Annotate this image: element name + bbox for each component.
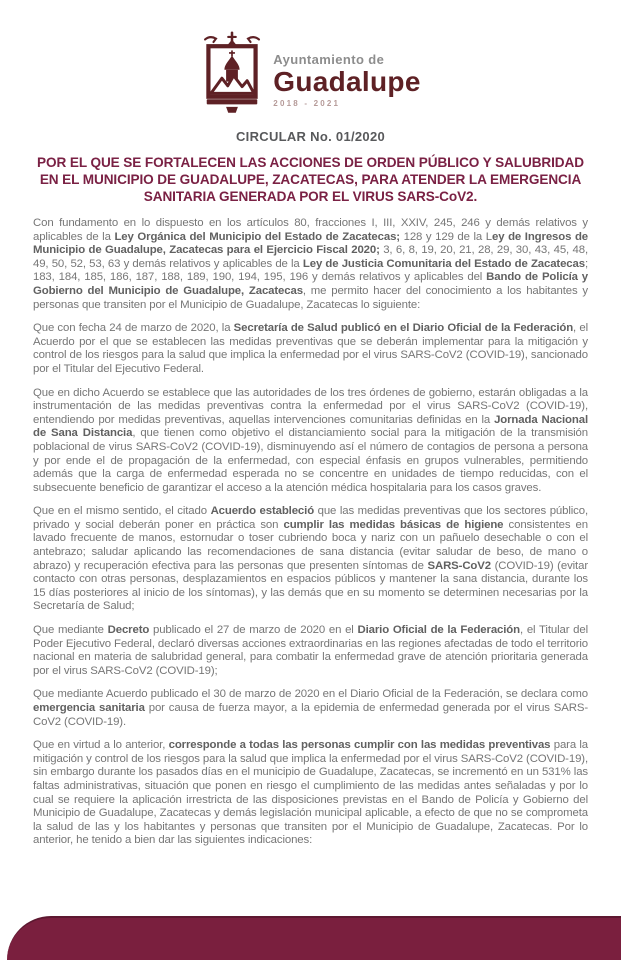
document-title: POR EL QUE SE FORTALECEN LAS ACCIONES DE ORDEN PÚBLICO Y SALUBRIDAD EN EL MUNICIPIO DE GUADALUPE, ZACATECAS, PARA ATENDER LA EMERGENCIA SANITARIA GENERADA POR EL VIRUS SARS-CoV2. — [37, 155, 584, 204]
logo-text — [273, 31, 420, 108]
logo-block — [0, 0, 621, 117]
org-subtitle: Ayuntamiento de — [273, 52, 385, 67]
document-body — [33, 217, 588, 848]
document-header — [0, 0, 621, 205]
paragraph: Que mediante Acuerdo publicado el 30 de marzo de 2020 en el Diario Oficial de la Federación, se declara como emergencia sanitaria por causa de fuerza mayor, a la epidemia de enfermedad generada por el virus SARS-CoV2 (COVID-19). — [33, 688, 589, 728]
paragraph: Que en dicho Acuerdo se establece que las autoridades de los tres órdenes de gobierno, estarán obligadas a la instrumentación de las medidas preventivas contra la enfermedad por el virus SARS-CoV2 (COVID-19), entendiendo por medidas preventivas, aquellas intervenciones comunitarias definidas en la Jornada Nacional de Sana Distancia, que tienen como objetivo el distanciamiento social para la mitigación de la transmisión poblacional de virus SARS-CoV2 (COVID-19), disminuyendo así el número de contagios de persona a persona y por ende el de propagación de la enfermedad, con especial énfasis en grupos vulnerables, permitiendo además que la carga de enfermedad esperada no se concentre en unidades de tiempo reducidas, con el subsecuente beneficio de garantizar el acceso a la atención médica hospitalaria para los casos graves. — [33, 386, 588, 494]
paragraph: Con fundamento en lo dispuesto en los artículos 80, fracciones I, III, XXIV, 245, 246 y demás relativos y aplicables de la Ley Orgánica del Municipio del Estado de Zacatecas; 128 y 129 de la Ley de Ingresos de Municipio de Guadalupe, Zacatecas para el Ejercicio Fiscal 2020; 3, 6, 8, 19, 20, 21, 28, 29, 30, 43, 45, 48, 49, 50, 52, 53, 63 y demás relativos y aplicables de la Ley de Justicia Comunitaria del Estado de Zacatecas; 183, 184, 185, 186, 187, 188, 189, 190, 194, 195, 196 y demás relativos y aplicables del Bando de Policía y Gobierno del Municipio de Guadalupe, Zacatecas, me permito hacer del conocimiento a los habitantes y personas que transiten por el Municipio de Guadalupe, Zacatecas lo siguiente: — [33, 217, 589, 311]
guadalupe-crest-logo-icon — [200, 31, 264, 117]
paragraph: Que en el mismo sentido, el citado Acuerdo estableció que las medidas preventivas que los sectores público, privado y social deberán poner en práctica son cumplir las medidas básicas de higiene consistentes en lavado frecuente de manos, estornudar o toser cubriendo boca y nariz con un pañuelo desechable o con el antebrazo; saludar aplicando las recomendaciones de sana distancia (evitar saludar de beso, de mano o abrazo) y recuperación efectiva para las personas que presenten síntomas de SARS-CoV2 (COVID-19) (evitar contacto con otras personas, desplazamientos en espacios públicos y mantener la sana distancia, durante los 15 días posteriores al inicio de los síntomas), y las demás que en su momento se determinen necesarias por la Secretaría de Salud; — [33, 505, 588, 613]
paragraph: Que mediante Decreto publicado el 27 de marzo de 2020 en el Diario Oficial de la Federación, el Titular del Poder Ejecutivo Federal, declaró diversas acciones extraordinarias en las regiones afectadas de todo el territorio nacional en materia de salubridad general, para combatir la enfermedad grave de atención prioritaria generada por el virus SARS-CoV2 (COVID-19); — [33, 624, 589, 677]
org-term: 2018 - 2021 — [273, 99, 341, 108]
circular-number: CIRCULAR No. 01/2020 — [235, 129, 386, 144]
paragraph: Que con fecha 24 de marzo de 2020, la Secretaría de Salud publicó en el Diario Oficial de la Federación, el Acuerdo por el que se establecen las medidas preventivas que se deberán implementar para la mitigación y control de los riesgos para la salud que implica la enfermedad por el virus SARS-CoV2 (COVID-19), sancionado por el Titular del Ejecutivo Federal. — [33, 322, 588, 375]
footer-accent-bar — [7, 916, 621, 960]
paragraph: Que en virtud a lo anterior, corresponde a todas las personas cumplir con las medidas preventivas para la mitigación y control de los riesgos para la salud que implica la enfermedad por el virus SARS-CoV2 (COVID-19), sin embargo durante los pasados días en el municipio de Guadalupe, Zacatecas, se incrementó en un 531% las faltas administrativas, situación que ponen en riesgo el cumplimiento de las medidas antes señaladas y por lo cual se requiere la aplicación irrestricta de las disposiciones previstas en el Bando de Policía y Gobierno del Municipio de Guadalupe, Zacatecas y demás legislación municipal aplicable, a efecto de que no se comprometa la salud de las y los habitantes y personas que transiten por el Municipio de Guadalupe, Zacatecas. Por lo anterior, he tenido a bien dar las siguientes indicaciones: — [33, 739, 588, 847]
org-name: Guadalupe — [273, 66, 421, 97]
